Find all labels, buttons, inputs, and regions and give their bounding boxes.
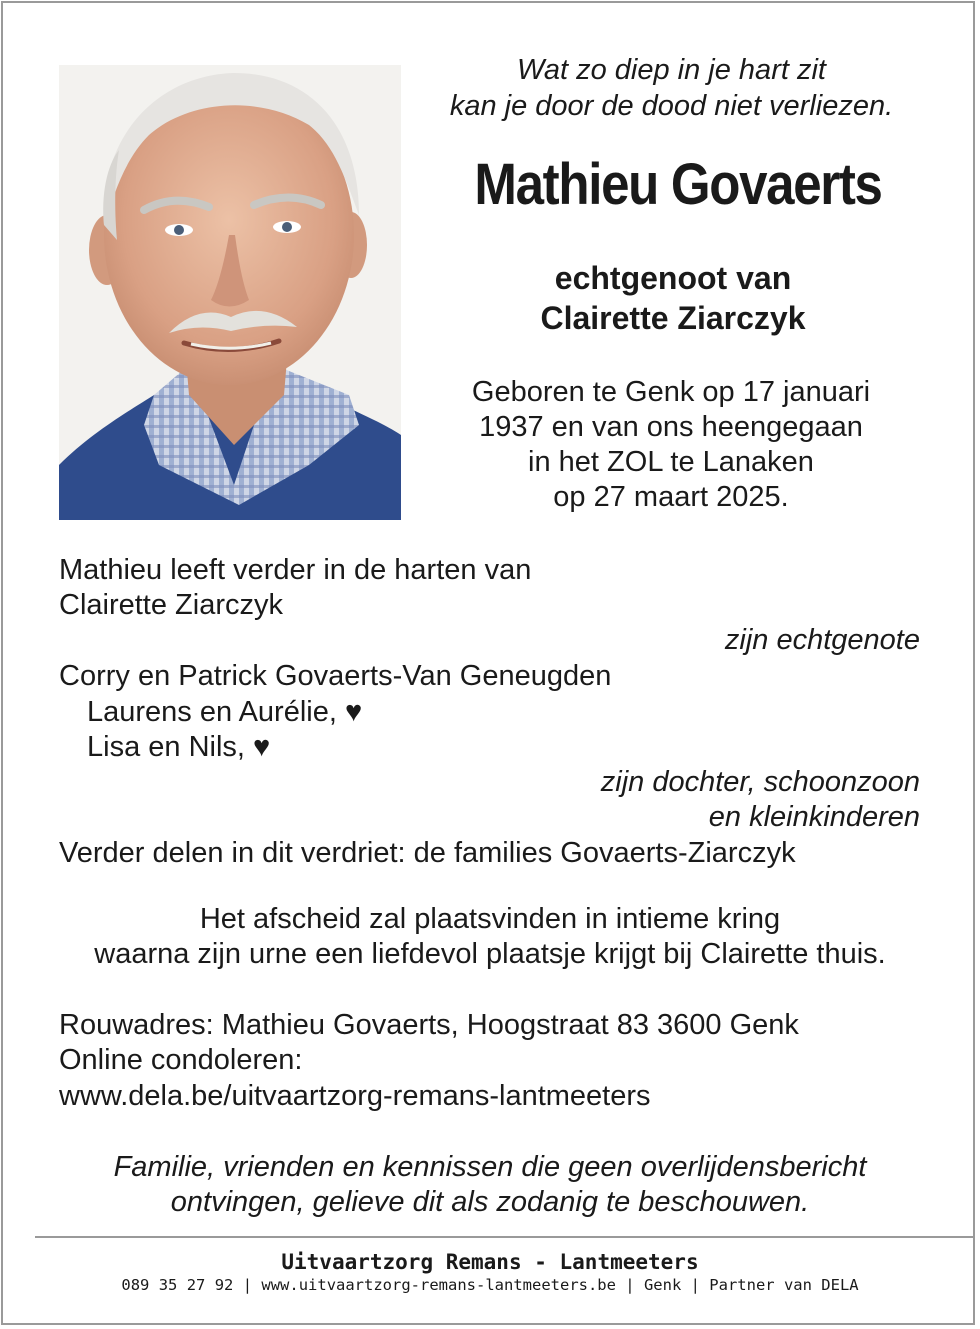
children-role: en kleinkinderen xyxy=(708,801,920,833)
birth-line: 1937 en van ons heengegaan xyxy=(479,411,863,443)
family-intro: Mathieu leeft verder in de harten van xyxy=(59,554,532,586)
spouse-name: Clairette Ziarczyk xyxy=(540,300,806,336)
family-daughter: Corry en Patrick Govaerts-Van Geneugden xyxy=(59,660,612,692)
family-others: Verder delen in dit verdriet: de families Govaerts-Ziarczyk xyxy=(59,837,796,869)
birth-death-info xyxy=(405,375,937,515)
footer-divider xyxy=(35,1236,973,1238)
quote-line: kan je door de dood niet verliezen. xyxy=(449,90,894,122)
spouse-intro: echtgenoot van xyxy=(554,260,792,296)
farewell-line: waarna zijn urne een liefdevol plaatsje krijgt bij Clairette thuis. xyxy=(94,938,886,970)
funeral-home-info: 089 35 27 92 | www.uitvaartzorg-remans-lantmeeters.be | Genk | Partner van DELA xyxy=(121,1276,859,1294)
memorial-quote xyxy=(400,52,943,124)
spouse-block xyxy=(410,258,936,338)
farewell-line: Het afscheid zal plaatsvinden in intieme kring xyxy=(199,903,781,935)
deceased-name: Mathieu Govaerts xyxy=(474,152,882,217)
mourning-address: Rouwadres: Mathieu Govaerts, Hoogstraat 83 3600 Genk xyxy=(59,1009,799,1041)
funeral-home-name: Uitvaartzorg Remans - Lantmeeters xyxy=(281,1250,699,1274)
condolence-link[interactable]: www.dela.be/uitvaartzorg-remans-lantmeeters xyxy=(59,1080,651,1112)
birth-line: Geboren te Genk op 17 januari xyxy=(471,376,871,408)
family-spouse: Clairette Ziarczyk xyxy=(59,589,283,621)
grandchild-entry: Lisa en Nils, ♥ xyxy=(87,731,271,763)
notice-line: Familie, vrienden en kennissen die geen overlijdensbericht xyxy=(113,1151,867,1183)
notice-line: ontvingen, gelieve dit als zodanig te beschouwen. xyxy=(170,1186,810,1218)
birth-line: in het ZOL te Lanaken xyxy=(528,446,814,478)
children-role: zijn dochter, schoonzoon xyxy=(600,766,920,798)
spouse-role: zijn echtgenote xyxy=(724,624,920,656)
portrait-photo xyxy=(59,65,401,520)
condolence-label: Online condoleren: xyxy=(59,1044,303,1076)
grandchild-entry: Laurens en Aurélie, ♥ xyxy=(87,696,363,728)
birth-line: op 27 maart 2025. xyxy=(553,481,789,513)
quote-line: Wat zo diep in je hart zit xyxy=(517,54,826,86)
